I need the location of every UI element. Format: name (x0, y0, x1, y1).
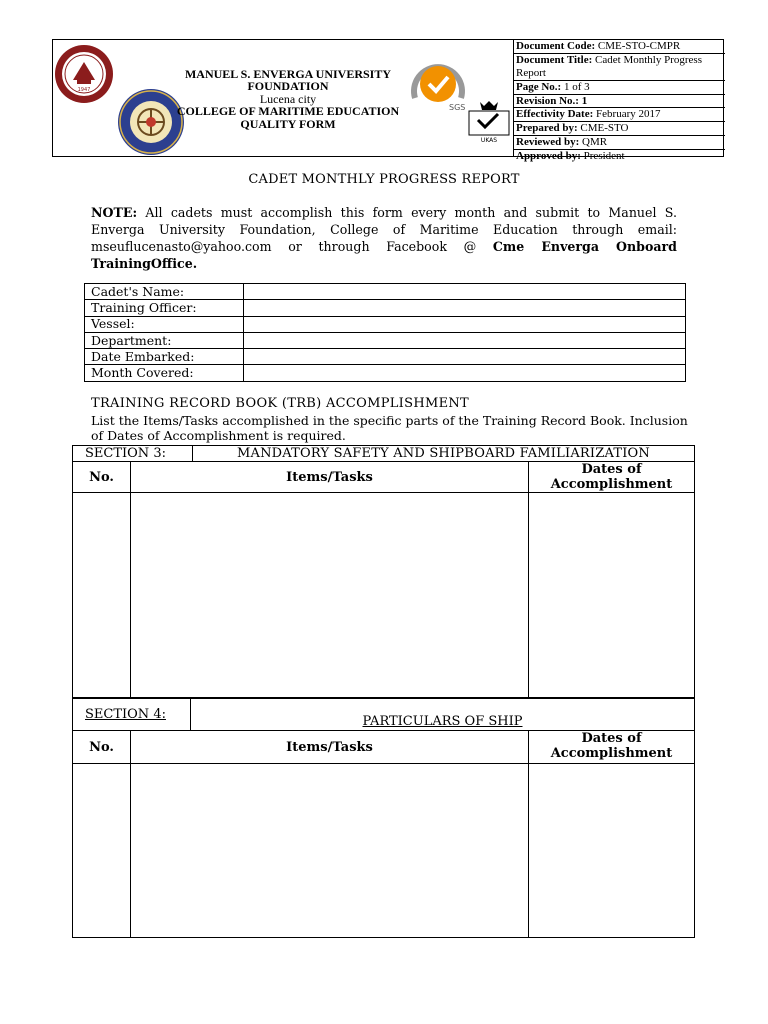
effectivity-row: Effectivity Date: February 2017 (514, 108, 725, 122)
trb-heading: TRAINING RECORD BOOK (TRB) ACCOMPLISHMENT (91, 396, 470, 411)
section4-table (72, 698, 695, 938)
cadet-info-row (85, 316, 686, 332)
trb-instructions: List the Items/Tasks accomplished in the specific parts of the Training Record Book. Inclusion of Dates of Accomplishment is required. (91, 413, 688, 443)
section4-col-no: No. (73, 731, 131, 764)
prepared-row: Prepared by: CME-STO (514, 122, 725, 136)
section3-col-dates: Dates of Accomplishment (529, 462, 694, 493)
cadet-info-value-field[interactable] (244, 349, 686, 365)
section3-table (72, 445, 695, 698)
cadet-info-label: Vessel: (85, 316, 244, 332)
cadet-info-value-field[interactable] (244, 284, 686, 300)
cadet-info-value-field[interactable] (244, 316, 686, 332)
note-paragraph (91, 204, 677, 272)
section3-dates-input[interactable] (529, 493, 694, 698)
university-name-line2: FOUNDATION (247, 79, 329, 94)
section3-label: SECTION 3: (85, 446, 166, 461)
doc-code-row: Document Code: CME-STO-CMPR (514, 40, 725, 54)
section4-items-input[interactable] (131, 764, 529, 937)
cadet-info-table (84, 283, 686, 382)
document-control-box (513, 40, 725, 163)
sgs-certification-icon (409, 54, 467, 114)
university-seal-icon (53, 44, 115, 104)
cadet-info-row (85, 284, 686, 300)
form-header (52, 39, 724, 163)
cadet-info-row (85, 349, 686, 365)
cadet-info-value-field[interactable] (244, 332, 686, 348)
cadet-info-row (85, 332, 686, 348)
university-block (168, 68, 408, 130)
seal-year: 1947 (77, 87, 91, 93)
university-city: Lucena city (259, 91, 317, 106)
section4-label-cell (73, 698, 191, 731)
section4-dates-input[interactable] (529, 764, 694, 937)
doc-title-row: Document Title: Cadet Monthly Progress Report (514, 54, 725, 81)
section3-no-input[interactable] (73, 493, 131, 698)
cadet-info-row (85, 300, 686, 316)
cadet-info-row (85, 365, 686, 381)
section4-label: SECTION 4: (85, 707, 166, 722)
form-type: QUALITY FORM (240, 116, 336, 131)
cadet-info-label: Department: (85, 332, 244, 348)
section3-title: MANDATORY SAFETY AND SHIPBOARD FAMILIARIZATION (193, 446, 694, 462)
ukas-certification-icon (466, 98, 512, 144)
cadet-info-label: Training Officer: (85, 300, 244, 316)
note-facebook: Cme Enverga Onboard TrainingOffice. (91, 239, 677, 271)
section4-col-items: Items/Tasks (131, 731, 529, 764)
section4-title: PARTICULARS OF SHIP (191, 698, 694, 731)
approved-row: Approved by: President (516, 150, 625, 163)
page-title: CADET MONTHLY PROGRESS REPORT (248, 172, 520, 187)
cadet-info-label: Date Embarked: (85, 349, 244, 365)
cadet-info-label: Month Covered: (85, 365, 244, 381)
cadet-info-value-field[interactable] (244, 365, 686, 381)
revision-row: Revision No.: 1 (514, 95, 725, 109)
section3-col-no: No. (73, 462, 131, 493)
section3-label-cell (73, 446, 193, 462)
college-name: COLLEGE OF MARITIME EDUCATION (176, 104, 400, 119)
note-label: NOTE: (91, 205, 138, 220)
section3-col-items: Items/Tasks (131, 462, 529, 493)
ukas-text: UKAS (480, 137, 498, 144)
note-text: All cadets must accomplish this form every month and submit to Manuel S. Enverga University Foundation, College of Maritime Education through email: mseuflucenasto@yahoo.com or through Facebook @ (91, 205, 677, 254)
section3-items-input[interactable] (131, 493, 529, 698)
university-name-line1: MANUEL S. ENVERGA UNIVERSITY (184, 67, 392, 81)
reviewed-row: Reviewed by: QMR (514, 136, 725, 150)
sgs-text: SGS (449, 103, 466, 112)
cadet-info-value-field[interactable] (244, 300, 686, 316)
section4-no-input[interactable] (73, 764, 131, 937)
section4-col-dates: Dates of Accomplishment (529, 731, 694, 764)
page-no-row: Page No.: 1 of 3 (514, 81, 725, 95)
cadet-info-label: Cadet's Name: (85, 284, 244, 300)
